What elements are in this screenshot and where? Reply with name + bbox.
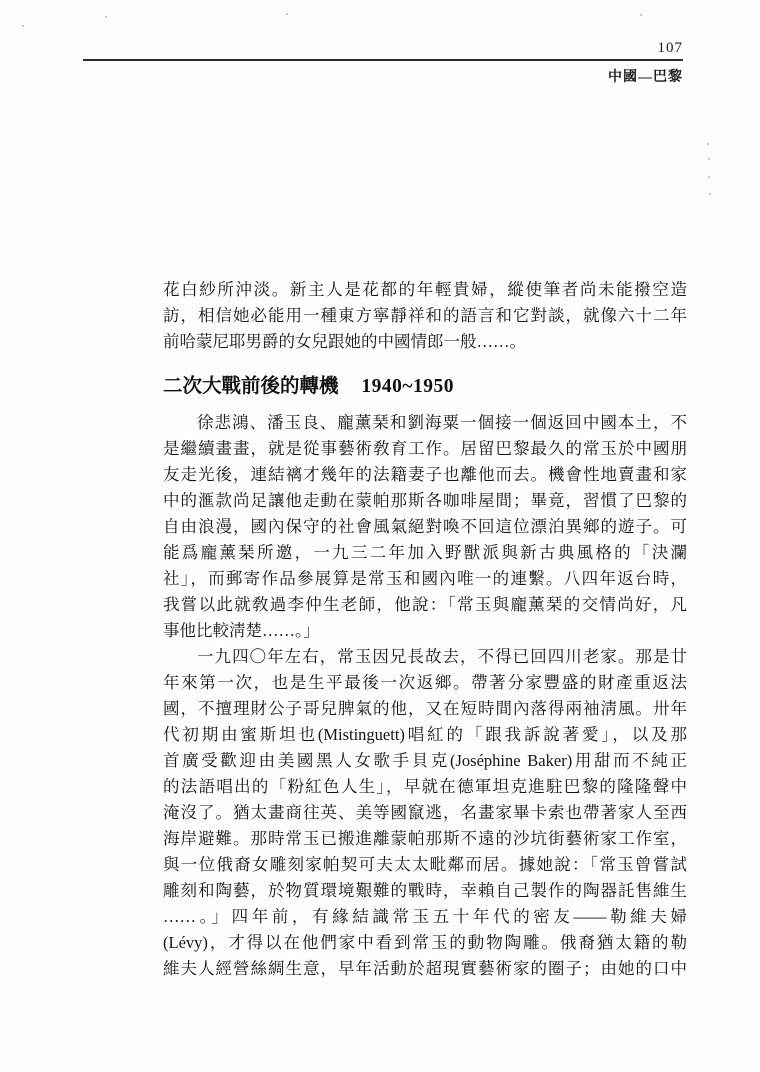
text-line: (Lévy)，才得以在他們家中看到常玉的動物陶雕。俄裔猶太籍的勒 [163,933,687,952]
text-line: 自由浪漫，國內保守的社會風氣絕對喚不回這位漂泊異鄉的遊子。可 [163,517,687,536]
section-heading-title: 二次大戰前後的轉機 [163,376,339,397]
text-line: 海岸避難。那時常玉已搬進離蒙帕那斯不遠的沙坑街藝術家工作室， [163,829,687,848]
text-line: 友走光後，連結褵才幾年的法籍妻子也離他而去。機會性地賣畫和家 [163,465,687,484]
text-line: ……。」四年前，有緣結識常玉五十年代的密友——勒維夫婦 [163,907,687,926]
text-line: 能爲龐薰琹所邀，一九三二年加入野獸派與新古典風格的「決瀾 [163,543,687,562]
text-line: 中的滙款尚足讓他走動在蒙帕那斯各咖啡屋間；畢竟，習慣了巴黎的 [163,491,687,510]
scan-speck [286,13,288,15]
page-number: 107 [657,40,683,56]
text-line: 的法語唱出的「粉紅色人生」，早就在德軍坦克進駐巴黎的隆隆聲中 [163,777,687,796]
scan-speck [709,193,711,195]
text-line: 花白紗所沖淡。新主人是花都的年輕貴婦，縱使筆者尚未能撥空造 [163,280,687,299]
section-heading-years: 1940~1950 [361,376,455,397]
text-line: 訪，相信她必能用一種東方寧靜祥和的語言和它對談，就像六十二年 [163,306,687,325]
text-line: 一九四〇年左右，常玉因兄長故去，不得已回四川老家。那是廿 [197,647,687,666]
body-paragraphs-host [163,410,687,982]
text-line: 代初期由蜜斯坦也(Mistinguett)唱紅的「跟我訴說著愛」，以及那 [163,725,687,744]
scan-speck [707,143,709,145]
text-line: 我嘗以此就敎過李仲生老師，他說：「常玉與龐薰琹的交情尚好，凡 [163,595,687,614]
text-line: 前哈蒙尼耶男爵的女兒跟她的中國情郎一般……。 [163,332,526,351]
scan-speck [708,176,710,178]
section-heading [163,374,687,400]
text-line: 國，不擅理財公子哥兒脾氣的他，又在短時間內落得兩袖淸風。卅年 [163,699,687,718]
text-line: 雕刻和陶藝，於物質環境艱難的戰時，幸賴自己製作的陶器託售維生 [163,881,687,900]
text-line: 維夫人經營絲綢生意，早年活動於超現實藝術家的圈子；由她的口中 [163,959,687,978]
scan-speck [708,158,710,160]
text-line: 淹沒了。猶太畫商往英、美等國竄逃，名畫家畢卡索也帶著家人至西 [163,803,687,822]
header-rule [83,59,683,61]
intro-paragraph-host [163,277,687,355]
scan-speck [22,25,24,27]
text-line: 社」，而郵寄作品參展算是常玉和國內唯一的連繫。八四年返台時， [163,569,687,588]
paragraph [163,410,687,644]
text-line: 年來第一次，也是生平最後一次返鄉。帶著分家豐盛的財產重返法 [163,673,687,692]
text-line: 與一位俄裔女雕刻家帕契可夫太太毗鄰而居。據她說：「常玉曾嘗試 [163,855,687,874]
text-line: 徐悲鴻、潘玉良、龐薰琹和劉海粟一個接一個返回中國本土，不 [197,413,687,432]
running-head: 中國—巴黎 [608,70,683,85]
text-line: 事他比較淸楚……。」 [163,621,320,640]
paragraph [163,644,687,982]
text-line: 首廣受歡迎由美國黑人女歌手貝克(Joséphine Baker)用甜而不純正 [163,751,687,770]
scan-speck [640,14,642,16]
paragraph [163,277,687,355]
text-column [163,277,687,982]
text-line: 是繼續畫畫，就是從事藝術敎育工作。居留巴黎最久的常玉於中國朋 [163,439,687,458]
scan-speck [105,16,107,18]
